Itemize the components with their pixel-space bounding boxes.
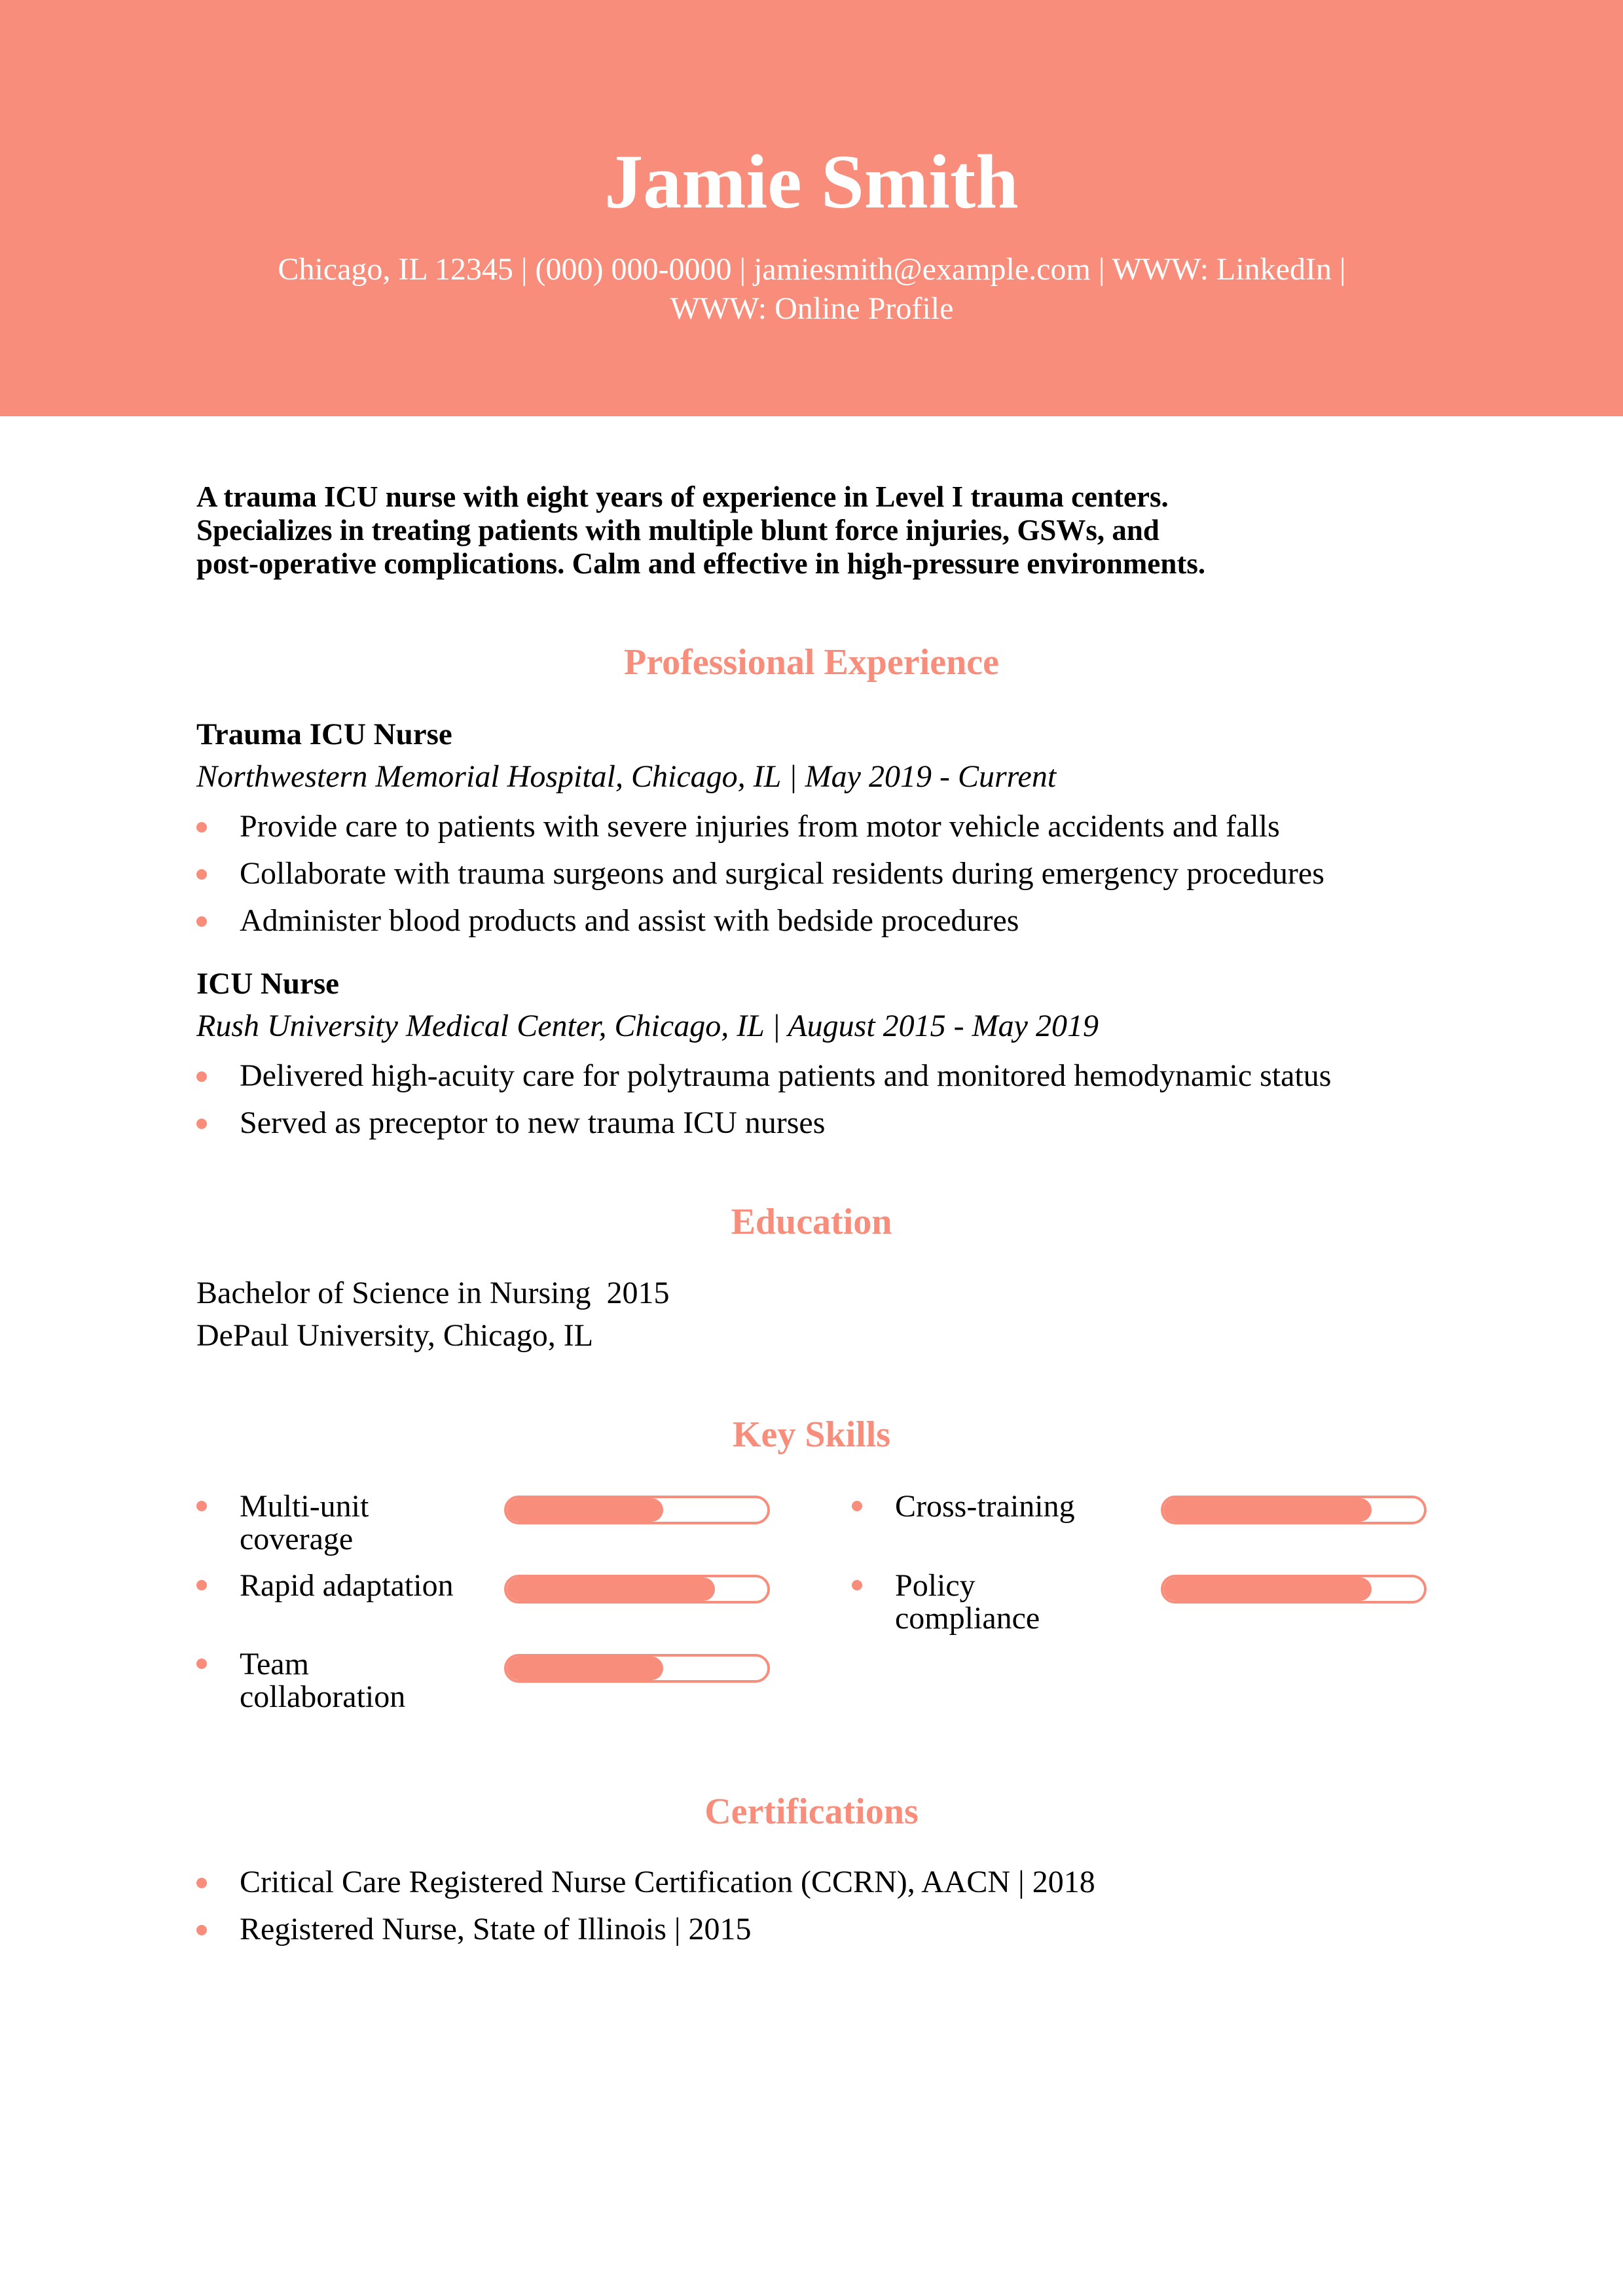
skill-level-bar xyxy=(504,1575,770,1604)
candidate-name: Jamie Smith xyxy=(604,139,1019,224)
summary-line: Specializes in treating patients with multiple blunt force injuries, GSWs, and xyxy=(196,514,1159,547)
skill-level-fill xyxy=(1163,1498,1372,1522)
header-band xyxy=(0,0,1623,416)
job-title: ICU Nurse xyxy=(196,967,340,1001)
contact-line-2: WWW: Online Profile xyxy=(670,291,954,326)
skill-label: Team collaboration xyxy=(240,1647,406,1714)
bullet-dot-icon xyxy=(196,1580,207,1590)
bullet-dot-icon xyxy=(852,1501,862,1511)
job-employer-dates: Rush University Medical Center, Chicago, IL | August 2015 - May 2019 xyxy=(196,1009,1099,1043)
section-title-education: Education xyxy=(731,1202,892,1242)
bullet-dot-icon xyxy=(196,1878,207,1888)
skill-level-fill xyxy=(507,1657,663,1680)
bullet-dot-icon xyxy=(196,1925,207,1935)
job-employer-dates: Northwestern Memorial Hospital, Chicago, IL | May 2019 - Current xyxy=(196,759,1057,794)
section-title-skills: Key Skills xyxy=(732,1414,891,1455)
skill-level-fill xyxy=(507,1498,663,1522)
bullet-dot-icon xyxy=(196,1119,207,1129)
summary-line: post-operative complications. Calm and effective in high-pressure environments. xyxy=(196,547,1206,580)
skill-label: Cross-training xyxy=(895,1489,1075,1524)
skill-level-bar xyxy=(504,1654,770,1683)
skill-level-bar xyxy=(504,1496,770,1524)
bullet-dot-icon xyxy=(196,869,207,880)
section-title-certifications: Certifications xyxy=(704,1791,919,1832)
bullet-dot-icon xyxy=(196,1501,207,1511)
bullet-dot-icon xyxy=(196,822,207,833)
bullet-dot-icon xyxy=(196,1659,207,1669)
education-school: DePaul University, Chicago, IL xyxy=(196,1318,594,1353)
skill-level-bar xyxy=(1161,1496,1427,1524)
bullet-dot-icon xyxy=(196,1071,207,1082)
skill-level-fill xyxy=(507,1577,715,1601)
skill-label: Policy compliance xyxy=(895,1568,1040,1636)
contact-line-1: Chicago, IL 12345 | (000) 000-0000 | jamiesmith@example.com | WWW: LinkedIn | xyxy=(278,252,1346,287)
skill-label: Multi-unit coverage xyxy=(240,1489,369,1556)
contact-info xyxy=(223,250,1401,329)
skill-label: Rapid adaptation xyxy=(240,1568,454,1603)
section-title-experience: Professional Experience xyxy=(624,642,999,683)
job-title: Trauma ICU Nurse xyxy=(196,717,452,751)
professional-summary xyxy=(196,480,1440,581)
education-degree: Bachelor of Science in Nursing 2015 xyxy=(196,1276,670,1310)
bullet-dot-icon xyxy=(196,916,207,927)
skill-level-fill xyxy=(1163,1577,1372,1601)
bullet-dot-icon xyxy=(852,1580,862,1590)
summary-line: A trauma ICU nurse with eight years of experience in Level I trauma centers. xyxy=(196,480,1169,513)
skill-level-bar xyxy=(1161,1575,1427,1604)
